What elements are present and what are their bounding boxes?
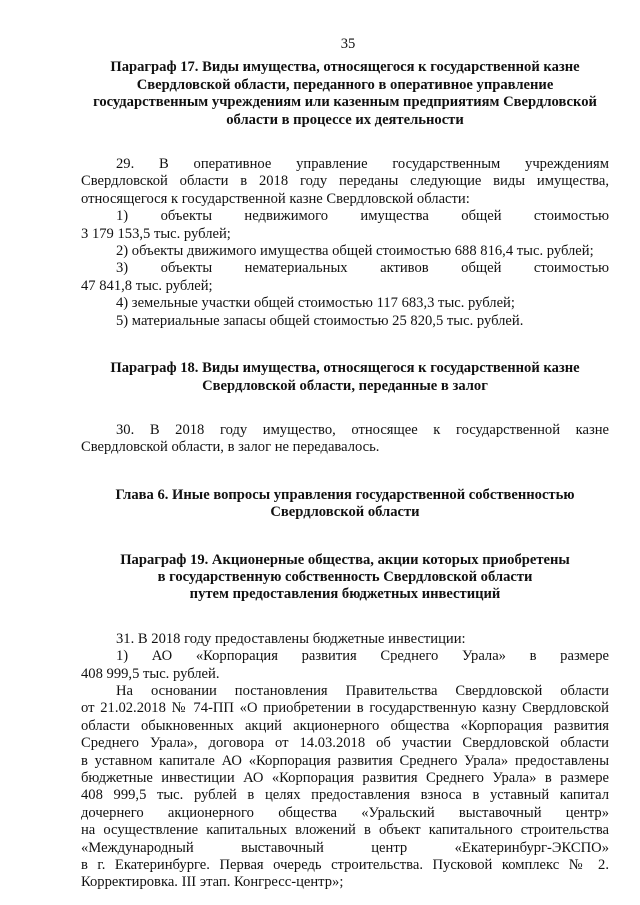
list-item-3 <box>81 260 609 295</box>
text-line: «Международный выставочный центр «Екатеринбург-ЭКСПО» <box>81 839 609 856</box>
text-line: Свердловской области, в залог не передавалось. <box>81 439 380 456</box>
text-line: 5) материальные запасы общей стоимостью 25 820,5 тыс. рублей. <box>116 312 524 329</box>
text-line: 1) АО «Корпорация развития Среднего Урала» в размере <box>116 648 609 665</box>
paragraph-31 <box>81 631 609 648</box>
text-line: от 21.02.2018 № 74-ПП «О приобретении в государственную казну Свердловской <box>81 700 609 717</box>
list-item-1 <box>81 208 609 243</box>
section-17-heading <box>81 59 609 129</box>
basis-paragraph <box>81 683 609 892</box>
heading-line: области в процессе их деятельности <box>226 111 464 128</box>
text-line: 29. В оперативное управление государственным учреждениям <box>116 156 609 173</box>
text-line: дочернего акционерного общества «Уральский выставочный центр» <box>81 804 609 821</box>
paragraph-30 <box>81 422 609 457</box>
text-line: области обыкновенных акций акционерного общества «Корпорация развития <box>81 717 609 734</box>
text-line: На основании постановления Правительства Свердловской области <box>116 682 609 699</box>
heading-line: Свердловской области, переданные в залог <box>202 377 488 394</box>
text-line: Среднего Урала», договора от 14.03.2018 об участии Свердловской области <box>81 735 609 752</box>
text-line: 408 999,5 тыс. рублей. <box>81 665 220 682</box>
heading-line: Параграф 19. Акционерные общества, акции которых приобретены <box>120 551 570 568</box>
text-line: бюджетные инвестиции АО «Корпорация развития Среднего Урала» в размере <box>81 770 609 786</box>
text-line: 3) объекты нематериальных активов общей стоимостью <box>116 260 609 277</box>
chapter-6-heading <box>81 487 609 522</box>
section-19-heading <box>81 552 609 604</box>
heading-line: государственным учреждениям или казенным предприятиям Свердловской <box>93 94 597 111</box>
list-item-5 <box>81 313 609 330</box>
text-line: 1) объекты недвижимого имущества общей стоимостью <box>116 208 609 225</box>
heading-line: Параграф 18. Виды имущества, относящегося к государственной казне <box>110 360 580 377</box>
heading-line: Свердловской области <box>270 504 420 521</box>
text-line: относящегося к государственной казне Свердловской области: <box>81 190 470 207</box>
text-line: 31. В 2018 году предоставлены бюджетные инвестиции: <box>116 630 466 647</box>
text-line: Свердловской области в 2018 году переданы следующие виды имущества, <box>81 173 609 190</box>
investment-item-1 <box>81 648 609 683</box>
list-item-2 <box>81 243 609 260</box>
text-line: на осуществление капитальных вложений в объект капитального строительства <box>81 822 609 839</box>
heading-line: в государственную собственность Свердловской области <box>157 568 533 585</box>
text-line: 4) земельные участки общей стоимостью 117 683,3 тыс. рублей; <box>116 295 515 312</box>
heading-line: Свердловской области, переданного в оперативное управление <box>136 76 554 93</box>
text-line: 47 841,8 тыс. рублей; <box>81 277 213 294</box>
text-line: Корректировка. III этап. Конгресс-центр»; <box>81 874 344 891</box>
section-18-heading <box>81 360 609 395</box>
heading-line: Параграф 17. Виды имущества, относящегося к государственной казне <box>110 59 580 76</box>
page-number: 35 <box>340 36 356 52</box>
list-item-4 <box>81 295 609 312</box>
text-line: 2) объекты движимого имущества общей стоимостью 688 816,4 тыс. рублей; <box>116 243 594 260</box>
text-line: в г. Екатеринбурге. Первая очередь строительства. Пусковой комплекс № 2. <box>81 857 609 874</box>
paragraph-29 <box>81 156 609 208</box>
text-line: 408 999,5 тыс. рублей в целях предоставления взноса в уставный капитал <box>81 787 609 804</box>
heading-line: путем предоставления бюджетных инвестиций <box>189 586 501 603</box>
heading-line: Глава 6. Иные вопросы управления государственной собственностью <box>115 486 575 503</box>
text-line: 3 179 153,5 тыс. рублей; <box>81 225 231 242</box>
text-line: 30. В 2018 году имущество, относящее к государственной казне <box>116 421 609 438</box>
text-line: в уставном капитале АО «Корпорация развития Среднего Урала» предоставлены <box>81 752 609 769</box>
